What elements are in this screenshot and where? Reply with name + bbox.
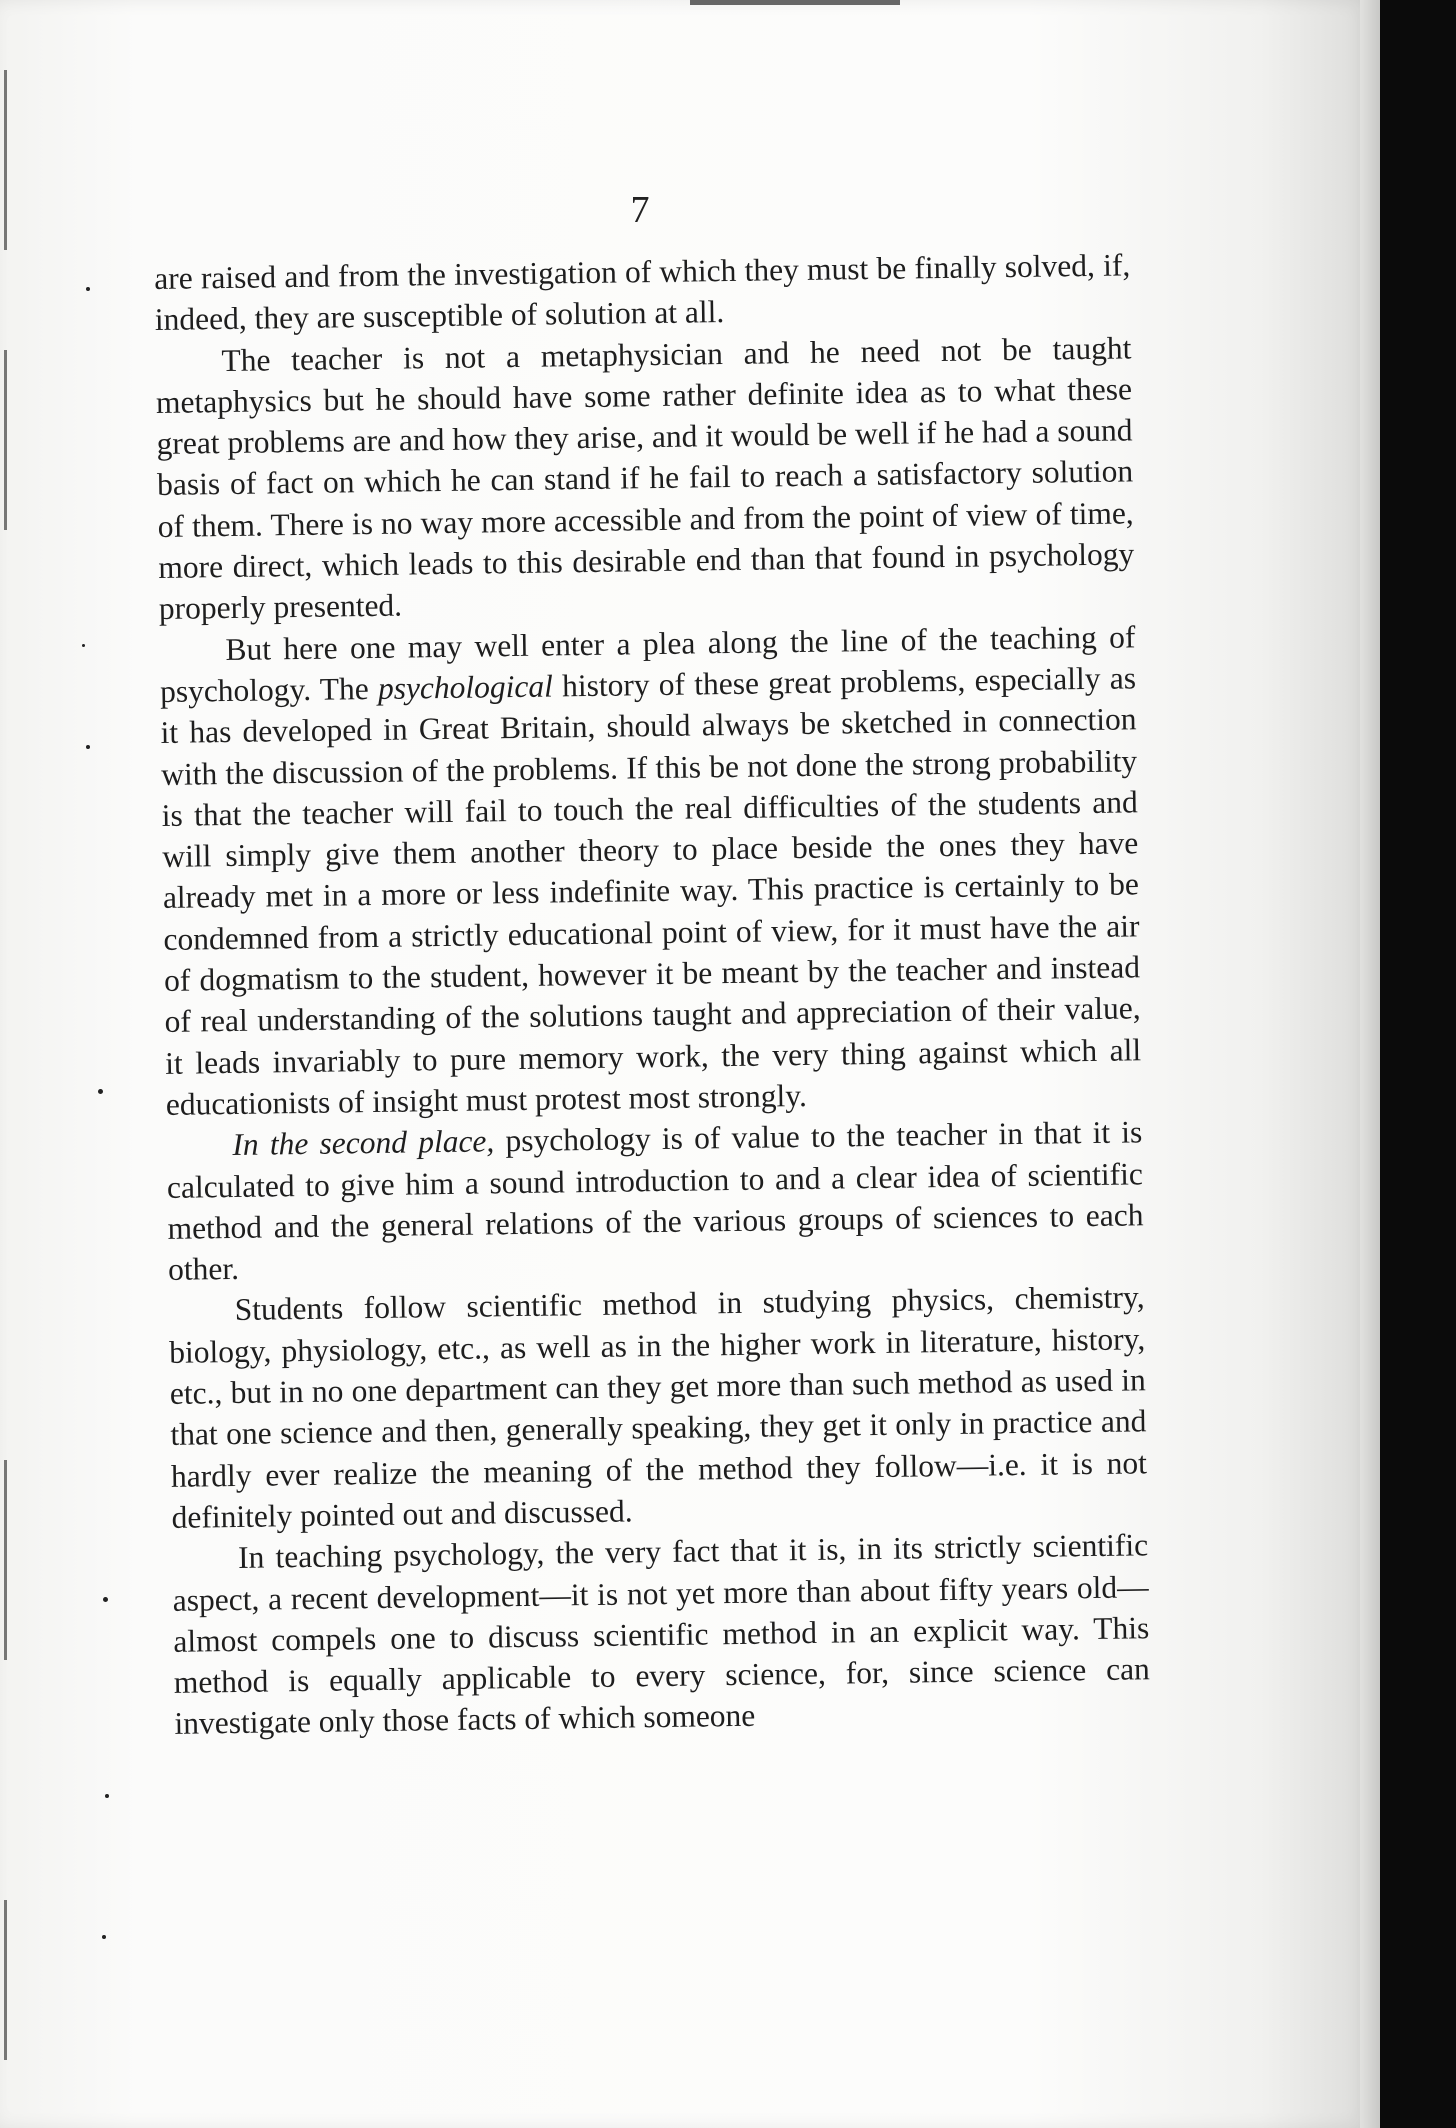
body-text xyxy=(154,244,1152,1837)
paragraph-text-rest: psychology is of value to the teacher in that it is calculated to give him a sound introduction to and a clear idea of scientific method and the general relations of the various groups of sciences to each other. xyxy=(166,1114,1144,1288)
speck xyxy=(102,1935,106,1939)
paragraph-text-rest: history of these great problems, especially as it has developed in Great Britain, should always be sketched in connection with the discussion of the problems. If this be not done the strong probability is that the teacher will fail to touch the real difficulties of the students and will simply give them another theory to place beside the ones they have already met in a more or less indefinite way. This practice is certainly to be condemned from a strictly educational point of view, for it must have the air of dogmatism to the student, however it be meant by the teacher and instead of real understanding of the solutions taught and appreciation of their value, it leads invariably to pure memory work, the very thing against which all educationists of insight must protest most strongly. xyxy=(160,660,1142,1122)
paragraph-metaphysics: The teacher is not a metaphysician and he need not be taught metaphysics but he should have some rather definite idea as to what these great problems are and how they arise, and it would be well if he had a sound basis of fact on which he can stand if he fail to reach a satisfactory solution of them. There is no way more accessible and from the point of view of time, more direct, which leads to this desirable end than that found in psychology properly presented. xyxy=(155,329,1135,627)
paragraph-second-place xyxy=(166,1112,1144,1291)
paragraph-teaching-scientific-method: In teaching psychology, the very fact that it is, in its strictly scientific aspect, a recent development—it is not yet more than about fifty years old—almost compels one to discuss scientific method in an explicit way. This method is equally applicable to every science, for, since science can investigate only those facts of which someone xyxy=(172,1527,1151,1742)
emphasis-second-place: In the second place, xyxy=(232,1123,495,1163)
paragraph-teaching-psychology xyxy=(159,616,1142,1125)
paragraph-students-method: Students follow scientific method in studying physics, chemistry, biology, physiology, etc., as well as in the higher work in literature, history, etc., but in no one department can they get more than such method as used in that one science and then, generally speaking, they get it only in practice and hardly ever realize the meaning of the method they follow—i.e. it is not definitely pointed out and discussed. xyxy=(169,1279,1148,1535)
speck xyxy=(86,745,90,749)
emphasis-psychological: psychological xyxy=(377,668,554,706)
paragraph-text-lead: But here one may well enter a plea along the line of the teaching of psychology. The xyxy=(159,619,1136,709)
page-number: 7 xyxy=(630,189,650,231)
margin-specks xyxy=(0,0,120,2128)
speck xyxy=(86,287,90,291)
speck xyxy=(82,644,85,647)
scan-artifact-top xyxy=(690,0,900,5)
speck xyxy=(105,1794,109,1798)
paragraph-continuation: are raised and from the investigation of which they must be finally solved, if, indeed, they are susceptible of solution at all. xyxy=(154,247,1131,338)
speck xyxy=(98,1089,103,1094)
speck xyxy=(103,1597,108,1602)
